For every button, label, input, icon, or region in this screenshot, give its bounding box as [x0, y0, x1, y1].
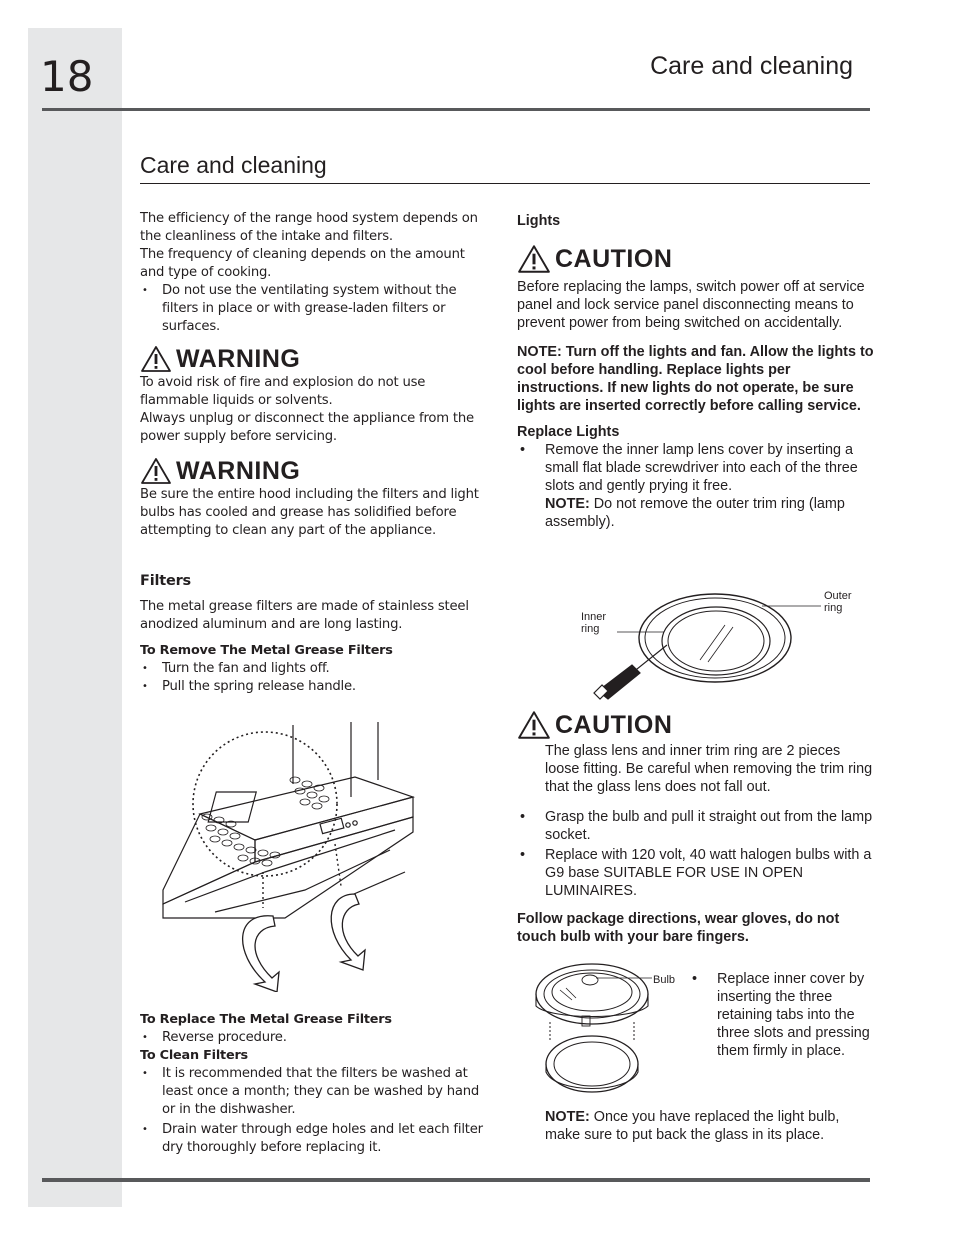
intro-paragraph: The efficiency of the range hood system depends on the cleanliness of the intake and filters. — [140, 211, 478, 244]
warning-block-1 — [140, 344, 490, 446]
list-item: • Reverse procedure. — [140, 1029, 490, 1047]
page-number: 18 — [40, 52, 94, 101]
range-hood-illustration — [155, 722, 455, 992]
left-column-top — [140, 210, 490, 336]
lights-note: NOTE: Turn off the lights and fan. Allow the lights to cool before handling. Replace lights per instructions. If new lights do not operate, be sure lights are inserted correctly before calling service. — [517, 344, 874, 414]
list-item: • Replace with 120 volt, 40 watt halogen bulbs with a G9 base SUITABLE FOR USE IN OPEN LUMINAIRES. — [517, 846, 877, 900]
warning-heading — [140, 344, 490, 374]
replace-lights-heading: Replace Lights — [517, 424, 620, 440]
warning-triangle-icon — [517, 710, 551, 740]
list-item: • Drain water through edge holes and let each filter dry thoroughly before replacing it. — [140, 1121, 490, 1157]
list-item: • Pull the spring release handle. — [140, 678, 490, 696]
lamp-ring-illustration — [580, 585, 830, 705]
caution-text: The glass lens and inner trim ring are 2 pieces loose fitting. Be careful when removing the trim ring that the glass lens does not fall out. — [545, 743, 873, 795]
lights-section — [517, 212, 877, 531]
follow-directions-text: Follow package directions, wear gloves, do not touch bulb with your bare fingers. — [517, 911, 840, 945]
list-item: • Replace inner cover by inserting the three retaining tabs into the three slots and pressing them firmly in place. — [689, 970, 879, 1060]
filters-text: The metal grease filters are made of stainless steel anodized aluminum and are long lasting. — [140, 599, 469, 632]
header-title: Care and cleaning — [650, 52, 853, 80]
replace-clean-section — [140, 1011, 490, 1157]
list-item: • Remove the inner lamp lens cover by inserting a small flat blade screwdriver into each of the three slots and gently prying it free. NOTE: Do not remove the outer trim ring (lamp assembly). — [517, 441, 877, 531]
replace-filters-heading: To Replace The Metal Grease Filters — [140, 1012, 392, 1027]
warning-heading — [140, 456, 490, 486]
warning-text: To avoid risk of fire and explosion do not use flammable liquids or solvents. — [140, 375, 426, 408]
clean-filters-heading: To Clean Filters — [140, 1048, 248, 1063]
warning-label: WARNING — [176, 457, 301, 485]
section-title: Care and cleaning — [140, 152, 327, 178]
list-item: • Do not use the ventilating system without the filters in place or with grease-laden filters or surfaces. — [140, 282, 490, 336]
label-bulb: Bulb — [653, 974, 676, 986]
final-note: NOTE: Once you have replaced the light bulb, make sure to put back the glass in its place. — [545, 1109, 840, 1143]
remove-filters-heading: To Remove The Metal Grease Filters — [140, 643, 393, 658]
warning-triangle-icon — [517, 244, 551, 274]
caution-label: CAUTION — [555, 245, 673, 273]
caution-label: CAUTION — [555, 711, 673, 739]
intro-paragraph: The frequency of cleaning depends on the amount and type of cooking. — [140, 247, 465, 280]
caution-heading — [517, 710, 877, 740]
list-item: • Turn the fan and lights off. — [140, 660, 490, 678]
page-sidebar — [28, 28, 122, 1207]
footer-rule — [42, 1178, 870, 1182]
warning-triangle-icon — [140, 345, 172, 373]
warning-label: WARNING — [176, 345, 301, 373]
warning-triangle-icon — [140, 457, 172, 485]
filters-section — [140, 572, 490, 696]
warning-text: Always unplug or disconnect the appliance from the power supply before servicing. — [140, 411, 474, 444]
cover-instructions — [689, 970, 879, 1060]
list-item: • Grasp the bulb and pull it straight out from the lamp socket. — [517, 808, 877, 844]
filters-heading: Filters — [140, 573, 191, 589]
warning-text: Be sure the entire hood including the filters and light bulbs has cooled and grease has solidified before attempting to clean any part of the appliance. — [140, 487, 479, 538]
list-item: • It is recommended that the filters be washed at least once a month; they can be washed by hand or in the dishwasher. — [140, 1065, 490, 1119]
section-rule — [140, 183, 870, 184]
lights-heading: Lights — [517, 213, 561, 229]
label-outer-ring: Outer ring — [824, 590, 852, 614]
warning-block-2 — [140, 456, 490, 540]
label-inner-ring: Inner ring — [581, 611, 607, 635]
caution-text: Before replacing the lamps, switch power off at service panel and lock service panel disconnecting means to prevent power from being switched on accidentally. — [517, 279, 865, 331]
caution-block-2 — [517, 710, 877, 946]
header-rule — [42, 108, 870, 111]
caution-heading — [517, 244, 877, 274]
bulb-illustration — [530, 960, 660, 1110]
